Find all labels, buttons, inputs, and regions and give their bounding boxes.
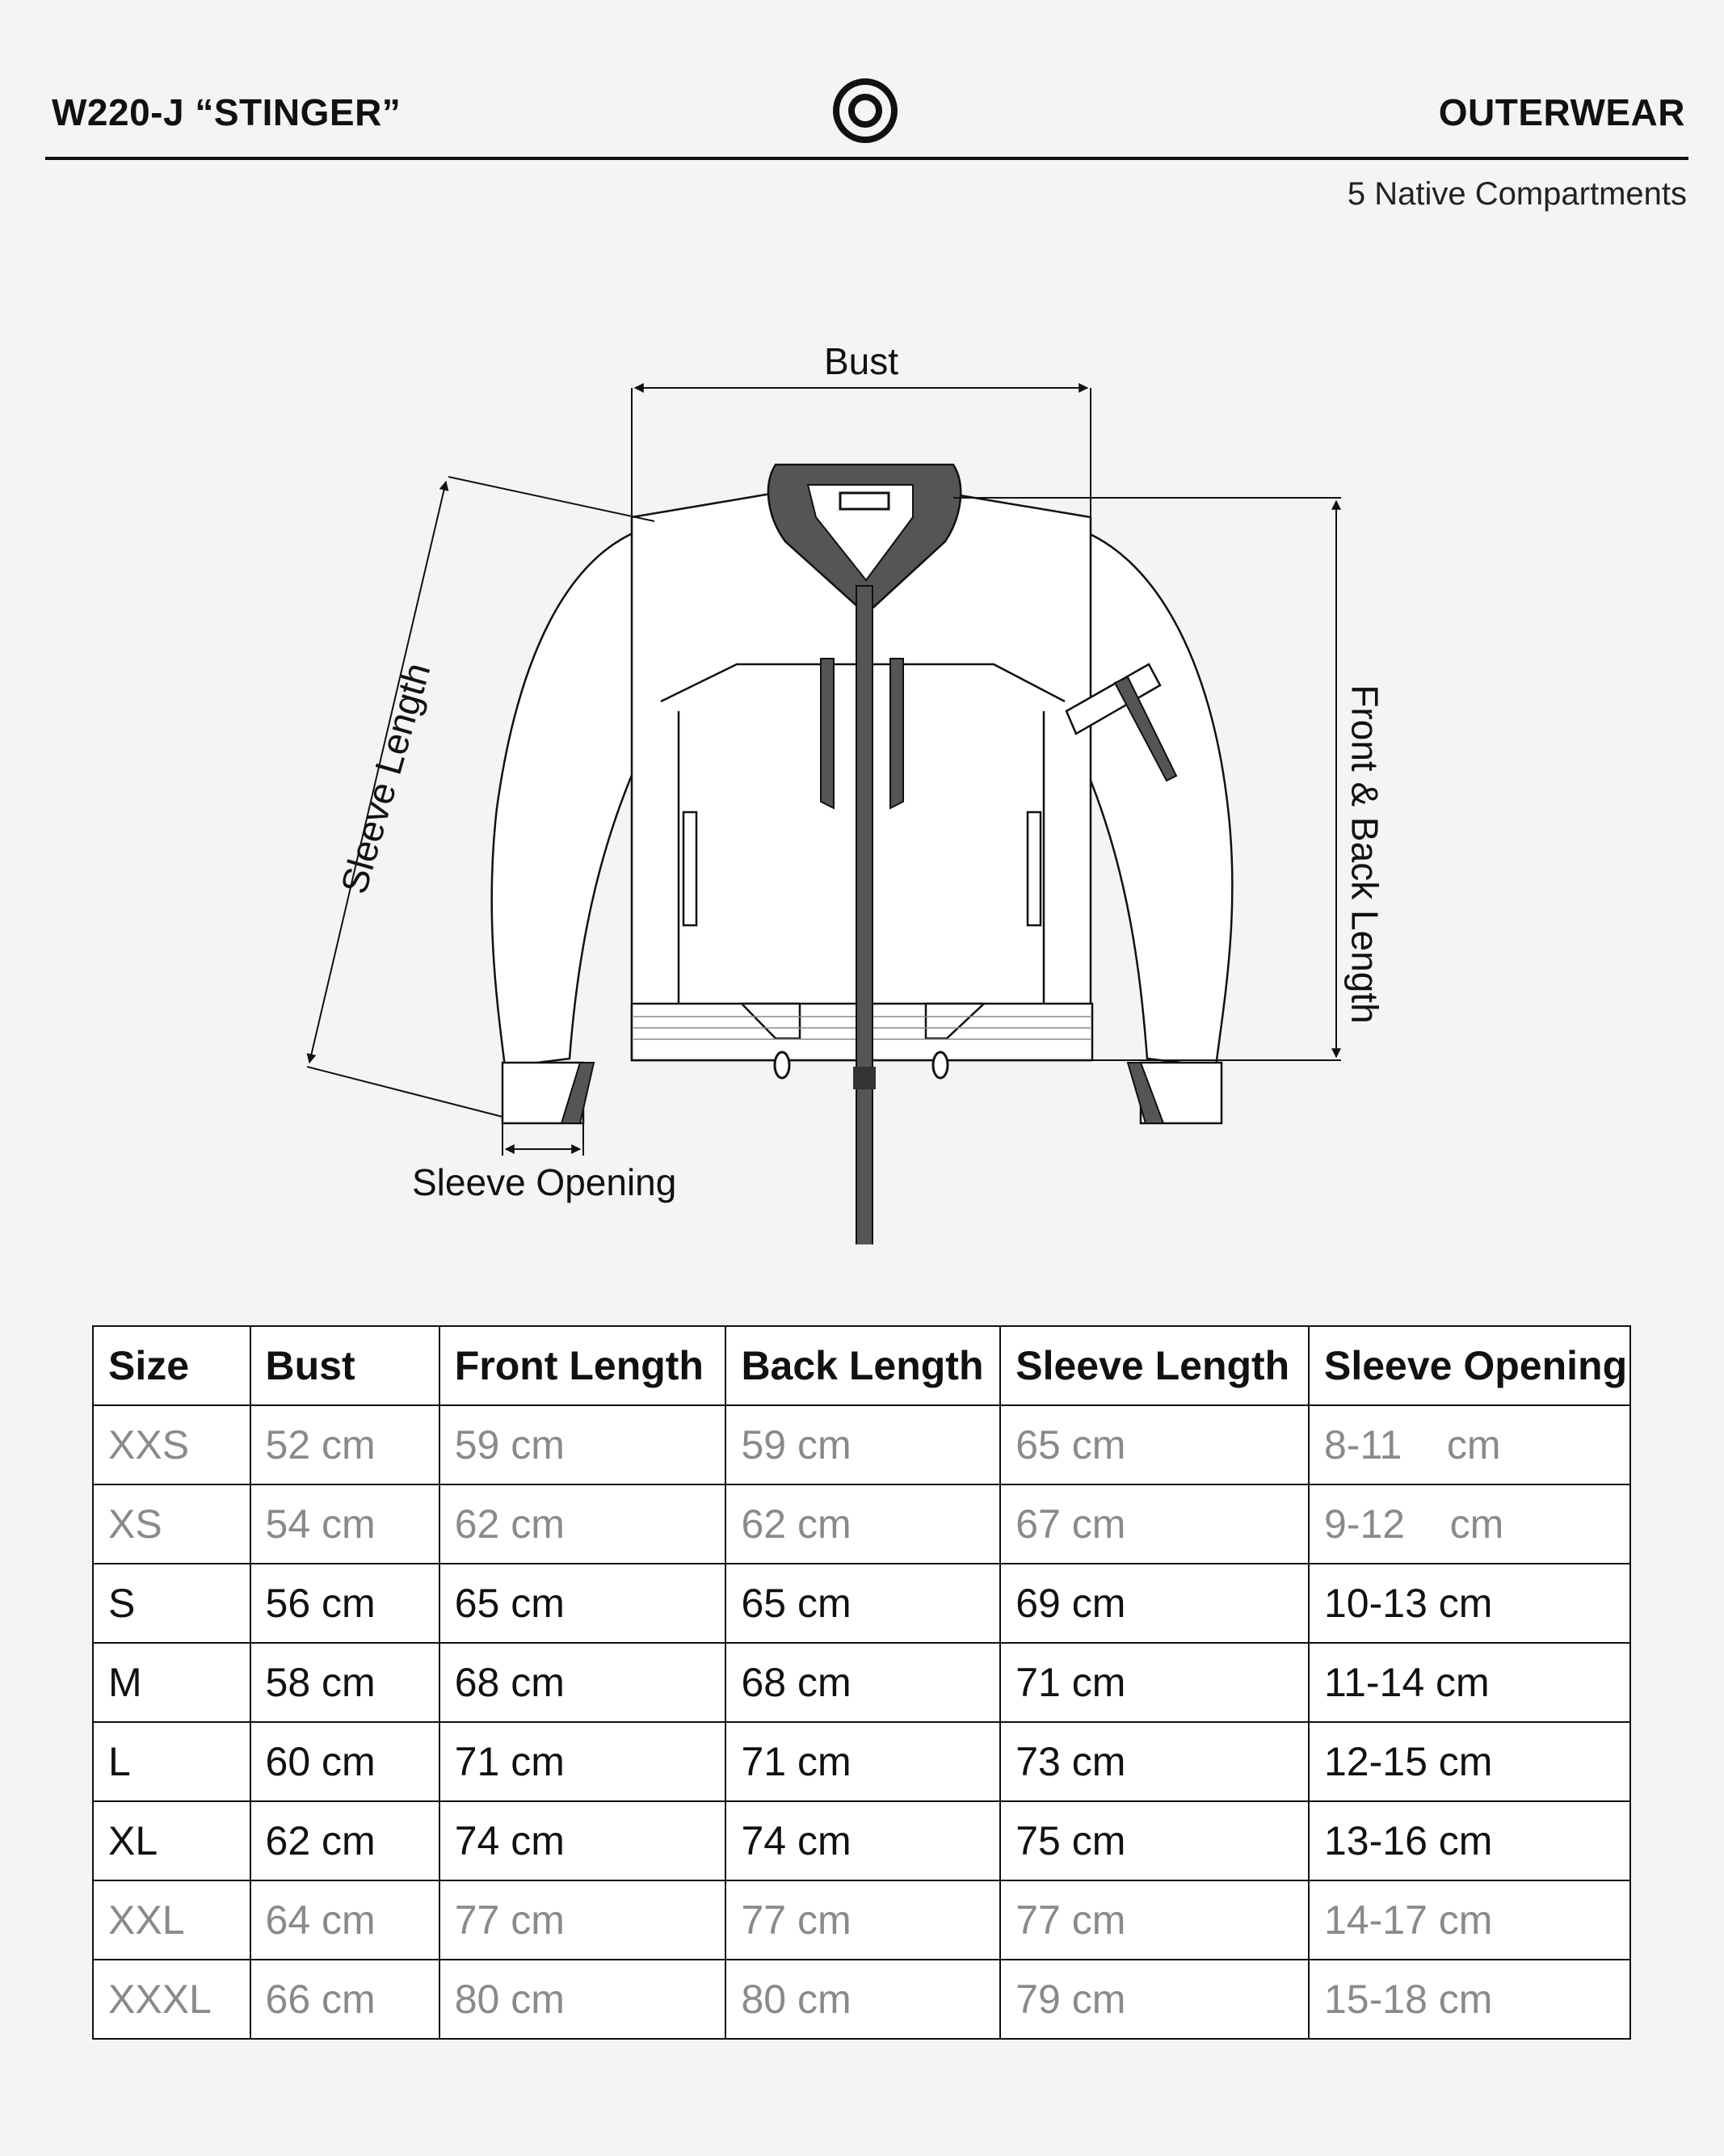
cell-sleeve-length: 73 cm — [1000, 1722, 1309, 1801]
cell-front-length: 77 cm — [439, 1880, 726, 1960]
header-sleeve-opening: Sleeve Opening — [1309, 1326, 1630, 1405]
cell-front-length: 68 cm — [439, 1643, 726, 1722]
size-chart-table — [92, 1325, 1631, 2040]
cell-sleeve-opening: 12-15 cm — [1309, 1722, 1630, 1801]
cell-back-length: 77 cm — [725, 1880, 1000, 1960]
sleeve-opening-label: Sleeve Opening — [412, 1161, 677, 1203]
cell-front-length: 74 cm — [439, 1801, 726, 1880]
cell-bust: 58 cm — [250, 1643, 439, 1722]
cell-size: XL — [93, 1801, 250, 1880]
table-row — [93, 1405, 1630, 1484]
sleeve-length-label: Sleeve Length — [332, 658, 439, 899]
cell-front-length: 71 cm — [439, 1722, 726, 1801]
cell-bust: 56 cm — [250, 1564, 439, 1643]
cell-bust: 54 cm — [250, 1484, 439, 1564]
product-category: OUTERWEAR — [1438, 91, 1685, 133]
cell-bust: 66 cm — [250, 1960, 439, 2039]
compartments-note: 5 Native Compartments — [1347, 176, 1687, 212]
table-row — [93, 1801, 1630, 1880]
cell-back-length: 74 cm — [725, 1801, 1000, 1880]
cell-size: M — [93, 1643, 250, 1722]
header-sleeve-length: Sleeve Length — [1000, 1326, 1309, 1405]
cell-size: XXL — [93, 1880, 250, 1960]
cell-sleeve-opening: 14-17 cm — [1309, 1880, 1630, 1960]
jacket-illustration — [0, 242, 1724, 1244]
cell-sleeve-length: 71 cm — [1000, 1643, 1309, 1722]
cell-back-length: 71 cm — [725, 1722, 1000, 1801]
cell-front-length: 62 cm — [439, 1484, 726, 1564]
cell-back-length: 59 cm — [725, 1405, 1000, 1484]
cell-bust: 60 cm — [250, 1722, 439, 1801]
cell-size: L — [93, 1722, 250, 1801]
header-bust: Bust — [250, 1326, 439, 1405]
cell-sleeve-opening: 10-13 cm — [1309, 1564, 1630, 1643]
header-divider — [45, 157, 1688, 160]
table-header-row — [93, 1326, 1630, 1405]
cell-sleeve-opening: 8-11 cm — [1309, 1405, 1630, 1484]
cell-back-length: 80 cm — [725, 1960, 1000, 2039]
cell-sleeve-length: 77 cm — [1000, 1880, 1309, 1960]
cell-sleeve-opening: 11-14 cm — [1309, 1643, 1630, 1722]
cell-sleeve-length: 67 cm — [1000, 1484, 1309, 1564]
header-front-length: Front Length — [439, 1326, 726, 1405]
cell-bust: 52 cm — [250, 1405, 439, 1484]
right-hand-pocket — [1028, 812, 1041, 925]
header — [0, 0, 1724, 212]
cell-bust: 64 cm — [250, 1880, 439, 1960]
cell-size: S — [93, 1564, 250, 1643]
cell-front-length: 65 cm — [439, 1564, 726, 1643]
cell-sleeve-length: 69 cm — [1000, 1564, 1309, 1643]
cell-bust: 62 cm — [250, 1801, 439, 1880]
center-zipper — [856, 586, 873, 1244]
header-size: Size — [93, 1326, 250, 1405]
table-row — [93, 1484, 1630, 1564]
cell-sleeve-length: 79 cm — [1000, 1960, 1309, 2039]
right-chest-zip — [890, 659, 903, 808]
table-row — [93, 1960, 1630, 2039]
target-logo-icon — [832, 78, 898, 144]
cell-back-length: 65 cm — [725, 1564, 1000, 1643]
left-hand-pocket — [683, 812, 696, 925]
left-chest-zip — [821, 659, 834, 808]
cell-sleeve-opening: 9-12 cm — [1309, 1484, 1630, 1564]
table-row — [93, 1722, 1630, 1801]
front-back-length-label: Front & Back Length — [1343, 684, 1386, 1024]
jacket-measurement-diagram — [0, 242, 1724, 1244]
cell-size: XXXL — [93, 1960, 250, 2039]
product-model: W220-J “STINGER” — [52, 91, 402, 133]
cell-sleeve-length: 75 cm — [1000, 1801, 1309, 1880]
cell-sleeve-opening: 13-16 cm — [1309, 1801, 1630, 1880]
table-row — [93, 1880, 1630, 1960]
cell-back-length: 62 cm — [725, 1484, 1000, 1564]
table-row — [93, 1643, 1630, 1722]
cell-size: XXS — [93, 1405, 250, 1484]
cell-sleeve-length: 65 cm — [1000, 1405, 1309, 1484]
table-row — [93, 1564, 1630, 1643]
cell-sleeve-opening: 15-18 cm — [1309, 1960, 1630, 2039]
cell-front-length: 80 cm — [439, 1960, 726, 2039]
cell-back-length: 68 cm — [725, 1643, 1000, 1722]
header-back-length: Back Length — [725, 1326, 1000, 1405]
bust-label: Bust — [824, 340, 899, 382]
cell-size: XS — [93, 1484, 250, 1564]
cell-front-length: 59 cm — [439, 1405, 726, 1484]
